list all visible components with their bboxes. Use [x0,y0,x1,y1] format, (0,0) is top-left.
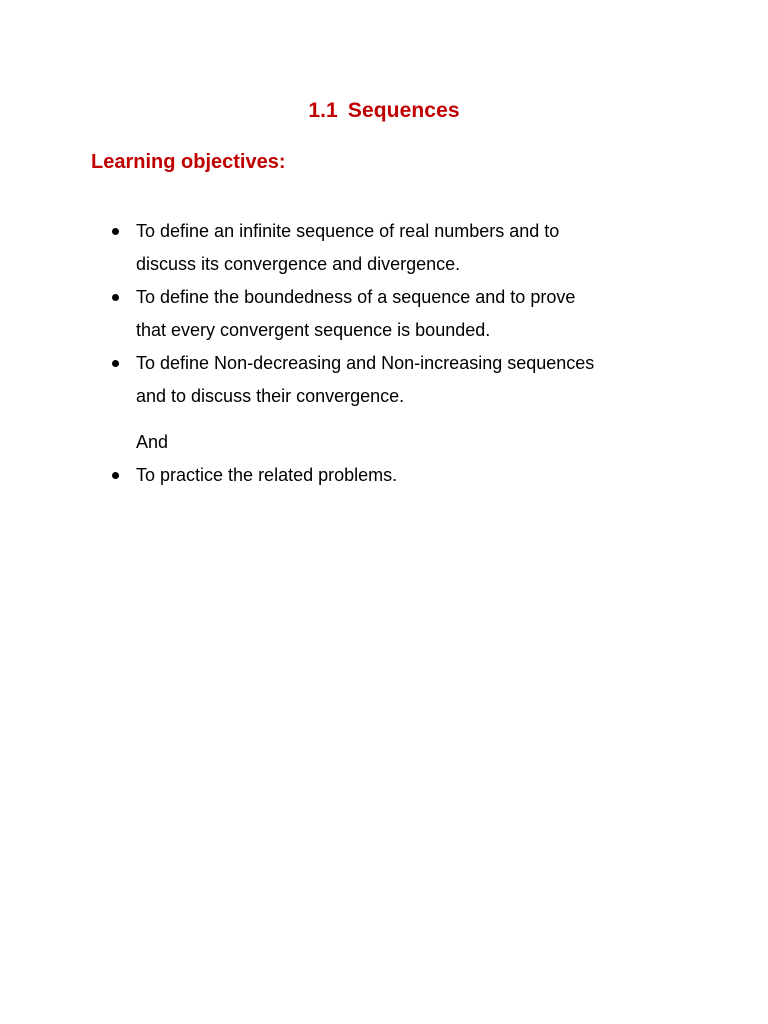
bullet-icon [112,472,119,479]
section-title-text: Sequences [347,99,460,122]
objective-line: To practice the related problems. [136,465,398,485]
objective-line: and to discuss their convergence. [136,386,405,406]
objective-item [107,215,687,281]
objective-line: discuss its convergence and divergence. [136,254,461,274]
objective-item [107,347,687,413]
bullet-icon [112,360,119,367]
objectives-heading: Learning objectives: [91,151,286,173]
objective-line: that every convergent sequence is bounded. [136,320,491,340]
objectives-list [107,215,687,492]
objective-line: To define an infinite sequence of real numbers and to [136,221,560,241]
bullet-icon [112,228,119,235]
objective-line: To define Non-decreasing and Non-increasing sequences [136,353,595,373]
objective-line: To define the boundedness of a sequence and to prove [136,287,576,307]
objective-item [107,281,687,347]
bullet-icon [112,294,119,301]
section-title [0,96,768,126]
section-number: 1.1 [308,99,338,122]
objective-item [107,459,687,492]
conjunction-text: And [136,432,169,452]
